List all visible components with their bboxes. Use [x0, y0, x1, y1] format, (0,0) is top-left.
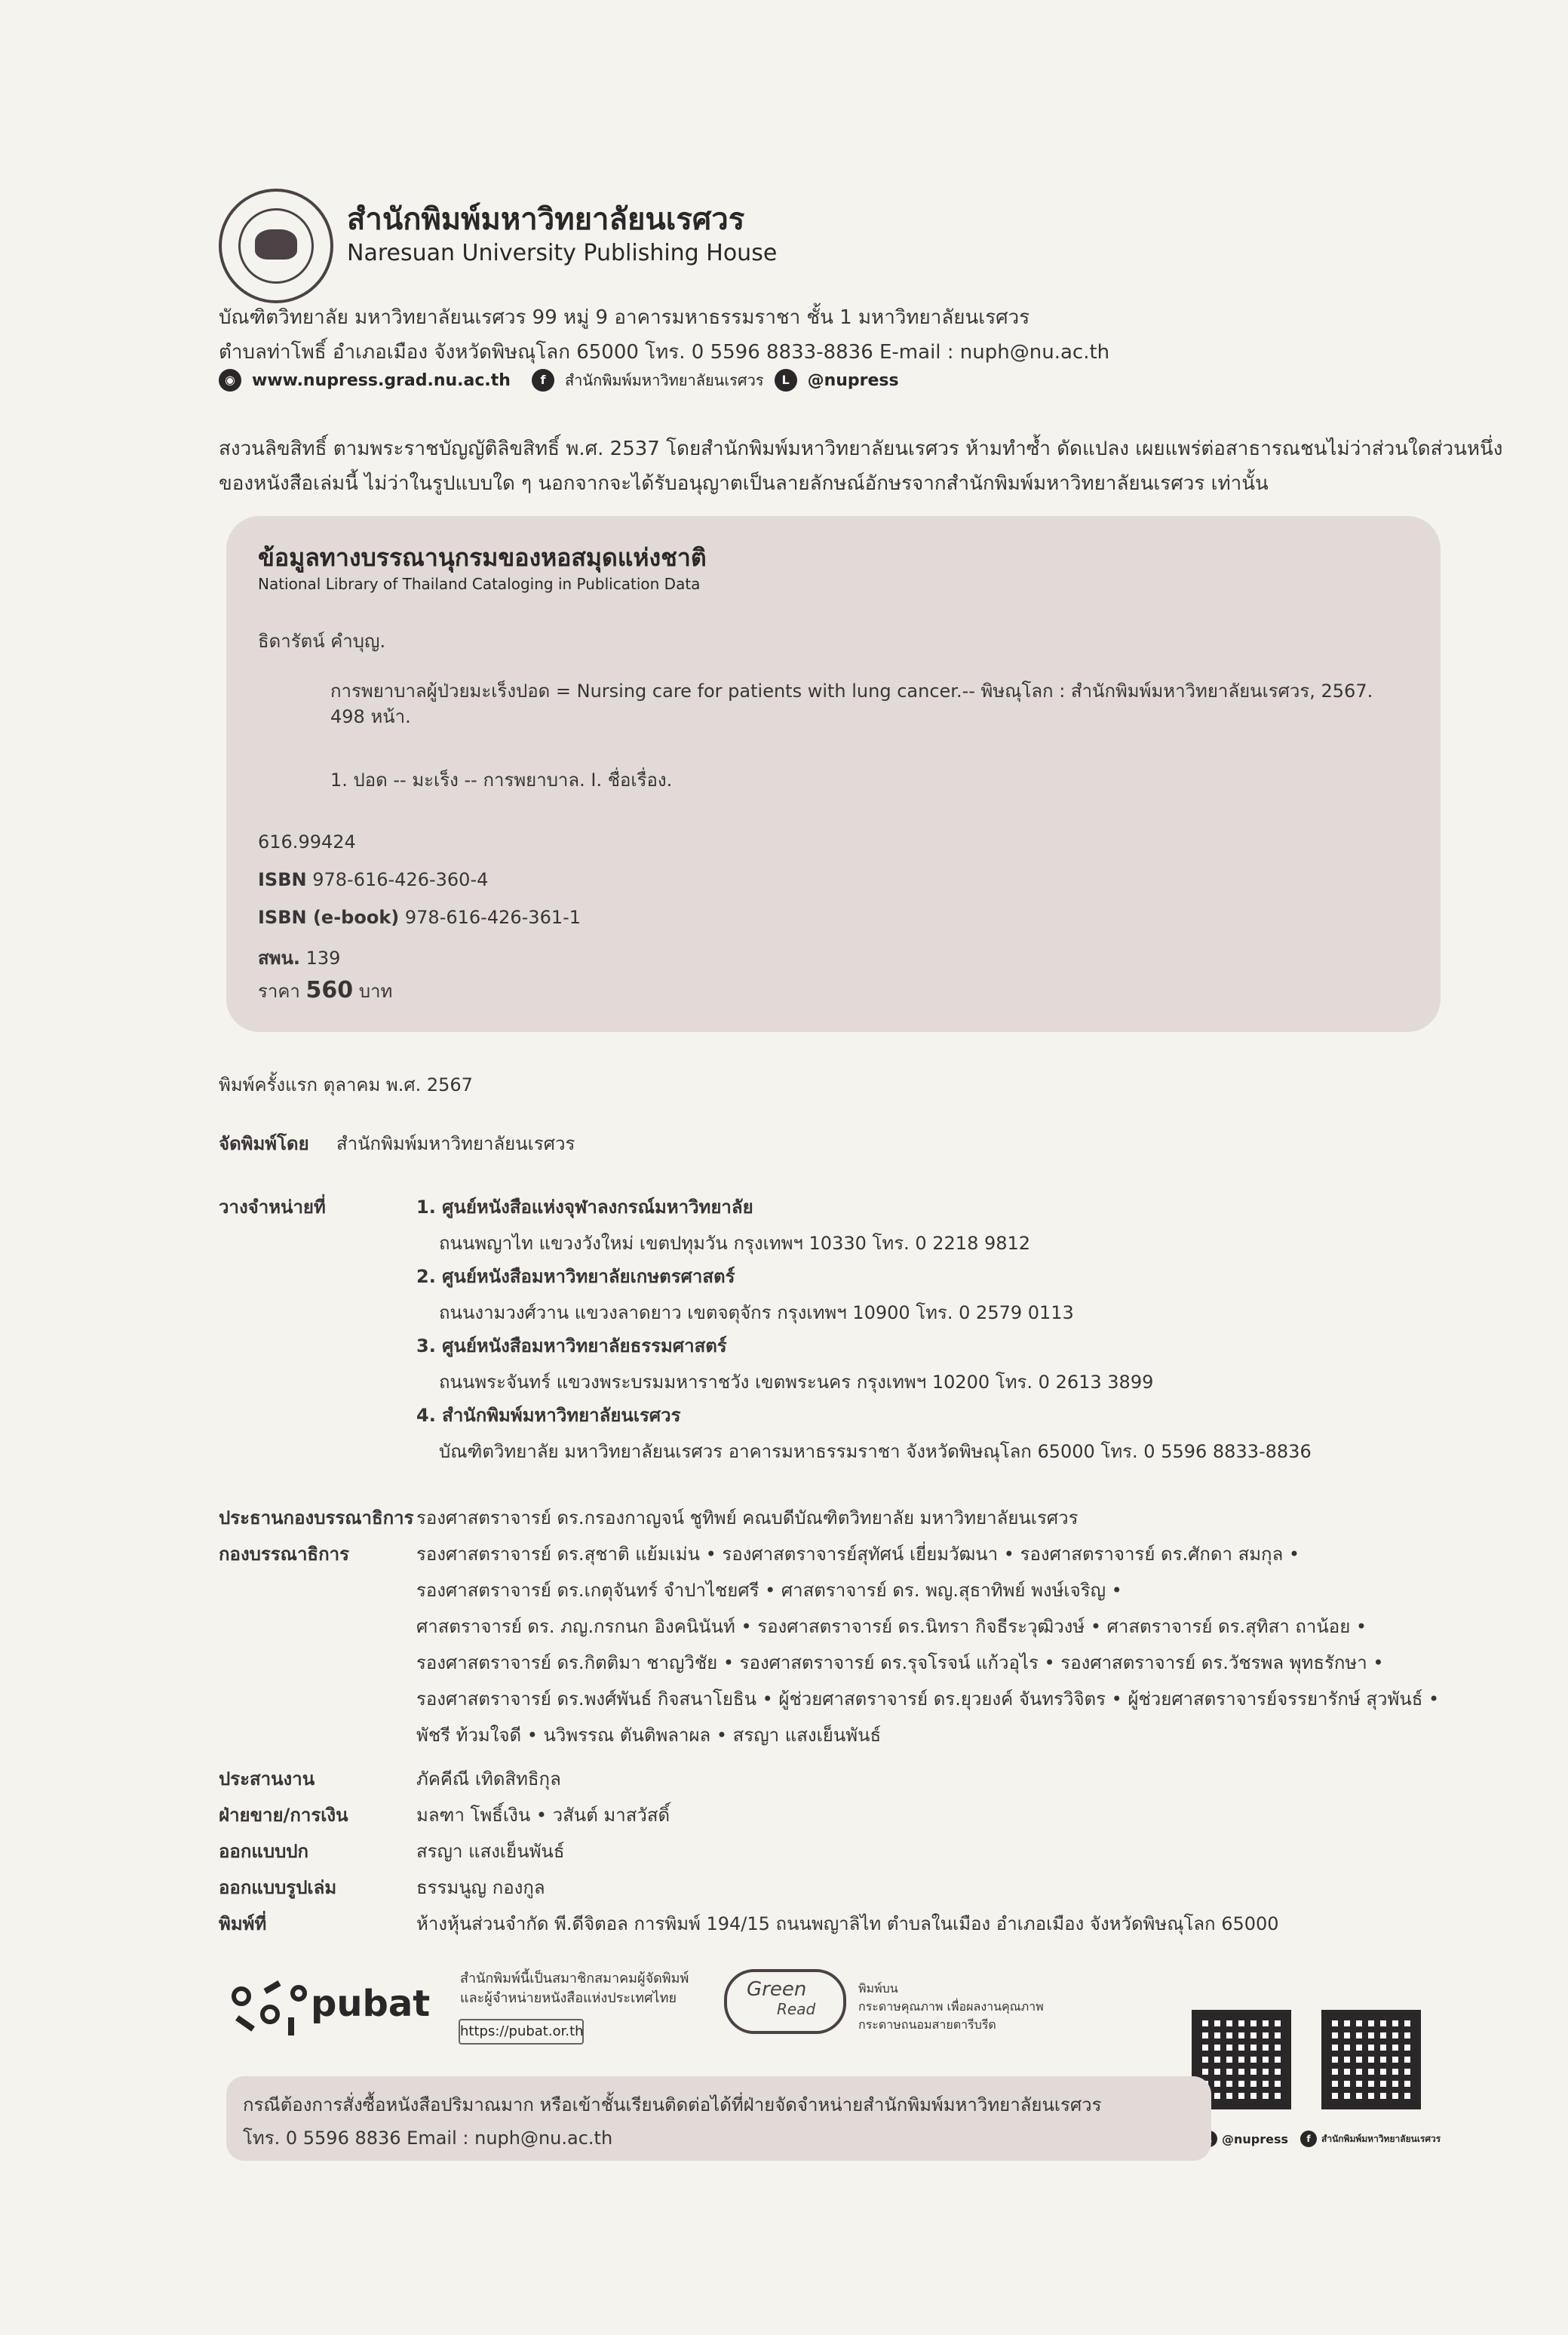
qr-caption-facebook — [1300, 2131, 1441, 2147]
credit-label: ฝ่ายขาย/การเงิน — [219, 1805, 348, 1826]
distributor-name: 1. ศูนย์หนังสือแห่งจุฬาลงกรณ์มหาวิทยาลัย — [416, 1197, 753, 1218]
price-unit: บาท — [358, 981, 393, 1002]
green-read-desc-line: กระดาษคุณภาพ เพื่อผลงานคุณภาพ — [858, 1999, 1044, 2014]
facebook-icon: f — [1300, 2131, 1317, 2147]
cip-class-number: 616.99424 — [258, 831, 356, 853]
copyright-line2: ของหนังสือเล่มนี้ ไม่ว่าในรูปแบบใด ๆ นอกจากจะได้รับอนุญาตเป็นลายลักษณ์อักษรจากสำนักพิมพ์มหาวิทยาลัยนเรศวร เท่านั้น — [219, 472, 1269, 495]
distributor-address: ถนนพระจันทร์ แขวงพระบรมมหาราชวัง เขตพระนคร กรุงเทพฯ 10200 โทร. 0 2613 3899 — [439, 1372, 1154, 1393]
ebook-isbn-value: 978-616-426-361-1 — [404, 907, 581, 928]
spn-label: สพน. — [258, 948, 300, 969]
publisher-address-line2: ตำบลท่าโพธิ์ อำเภอเมือง จังหวัดพิษณุโลก 65000 โทร. 0 5596 8833-8836 E-mail : nuph@nu.ac.th — [219, 341, 1110, 364]
credit-label: ประสานงาน — [219, 1768, 315, 1790]
credit-value: ภัคคีณี เทิดสิทธิกุล — [416, 1768, 561, 1790]
cip-price — [258, 976, 392, 1006]
isbn-value: 978-616-426-360-4 — [312, 869, 489, 890]
printed-by-label: จัดพิมพ์โดย — [219, 1133, 309, 1154]
order-note-line1: กรณีต้องการสั่งซื้อหนังสือปริมาณมาก หรือเข้าชั้นเรียนติดต่อได้ที่ฝ่ายจัดจำหน่ายสำนักพิมพ์มหาวิทยาลัยนเรศวร — [243, 2094, 1102, 2115]
website-link[interactable]: www.nupress.grad.nu.ac.th — [252, 370, 511, 390]
pubat-desc-line: และผู้จำหน่ายหนังสือแห่งประเทศไทย — [460, 1990, 677, 2006]
distributor-address: บัณฑิตวิทยาลัย มหาวิทยาลัยนเรศวร อาคารมหาธรรมราชา จังหวัดพิษณุโลก 65000 โทร. 0 5596 8833-8836 — [439, 1441, 1312, 1462]
pubat-logo-text: pubat — [311, 1983, 431, 2025]
cip-subjects: 1. ปอด -- มะเร็ง -- การพยาบาล. I. ชื่อเรื่อง. — [330, 770, 673, 791]
pubat-desc-line: สำนักพิมพ์นี้เป็นสมาชิกสมาคมผู้จัดพิมพ์ — [460, 1971, 689, 1986]
credit-label: ออกแบบรูปเล่ม — [219, 1877, 337, 1898]
green-read-desc-line: พิมพ์บน — [858, 1981, 898, 1996]
credit-value: ธรรมนูญ กองกูล — [416, 1877, 545, 1898]
price-value: 560 — [305, 977, 354, 1003]
price-prefix: ราคา — [258, 981, 300, 1002]
editorial-board-line: รองศาสตราจารย์ ดร.เกตุจันทร์ จำปาไชยศรี • ศาสตราจารย์ ดร. พญ.สุธาทิพย์ พงษ์เจริญ • — [416, 1580, 1122, 1601]
editorial-board-line: รองศาสตราจารย์ ดร.สุชาติ แย้มเม่น • รองศาสตราจารย์สุทัศน์ เยี่ยมวัฒนา • รองศาสตราจารย์ ดร.ศักดา สมกุล • — [416, 1544, 1300, 1565]
qr-caption-line — [1201, 2131, 1288, 2147]
order-note-line2: โทร. 0 5596 8836 Email : nuph@nu.ac.th — [243, 2128, 613, 2149]
editorial-board-line: รองศาสตราจารย์ ดร.พงศ์พันธ์ กิจสนาโยธิน • ผู้ช่วยศาสตราจารย์ ดร.ยุวยงค์ จันทรวิจิตร • ผู้ช่วยศาสตราจารย์จรรยารักษ์ สุวพันธ์ • — [416, 1688, 1440, 1710]
green-read-logo — [724, 1969, 846, 2034]
editorial-board-label: กองบรรณาธิการ — [219, 1544, 349, 1565]
green-read-logo-line: Green — [747, 1978, 807, 2001]
qr-code-facebook[interactable] — [1321, 2010, 1421, 2109]
distributors-label: วางจำหน่ายที่ — [219, 1197, 326, 1218]
pubat-symbol-icon — [225, 1975, 308, 2043]
copyright-line1: สงวนลิขสิทธิ์ ตามพระราชบัญญัติลิขสิทธิ์ พ.ศ. 2537 โดยสำนักพิมพ์มหาวิทยาลัยนเรศวร ห้ามทำซ้ำ ดัดแปลง เผยแพร่ต่อสาธารณชนไม่ว่าส่วนใดส่วนหนึ่ง — [219, 438, 1503, 460]
cip-title-en: National Library of Thailand Cataloging in Publication Data — [258, 575, 701, 593]
credit-value: มลฑา โพธิ์เงิน • วสันต์ มาสวัสดิ์ — [416, 1805, 670, 1826]
first-print: พิมพ์ครั้งแรก ตุลาคม พ.ศ. 2567 — [219, 1074, 473, 1095]
editorial-board-line: รองศาสตราจารย์ ดร.กิตติมา ชาญวิชัย • รองศาสตราจารย์ ดร.รุจโรจน์ แก้วอุไร • รองศาสตราจารย์ ดร.วัชรพล พุทธรักษา • — [416, 1652, 1384, 1673]
cip-title-statement: การพยาบาลผู้ป่วยมะเร็งปอด = Nursing care for patients with lung cancer.-- พิษณุโลก : สำนักพิมพ์มหาวิทยาลัยนเรศวร, 2567. — [330, 681, 1373, 702]
distributor-name: 3. ศูนย์หนังสือมหาวิทยาลัยธรรมศาสตร์ — [416, 1335, 727, 1356]
pubat-url-link[interactable]: https://pubat.or.th — [459, 2019, 584, 2045]
credit-value: ห้างหุ้นส่วนจำกัด พี.ดีจิตอล การพิมพ์ 194/15 ถนนพญาลิไท ตำบลในเมือง อำเภอเมือง จังหวัดพิษณุโลก 65000 — [416, 1913, 1279, 1934]
publisher-address-line1: บัณฑิตวิทยาลัย มหาวิทยาลัยนเรศวร 99 หมู่ 9 อาคารมหาธรรมราชา ชั้น 1 มหาวิทยาลัยนเรศวร — [219, 306, 1030, 329]
seal-emblem — [255, 229, 297, 260]
facebook-link[interactable]: สำนักพิมพ์มหาวิทยาลัยนเรศวร — [564, 371, 764, 389]
distributor-address: ถนนพญาไท แขวงวังใหม่ เขตปทุมวัน กรุงเทพฯ 10330 โทร. 0 2218 9812 — [439, 1233, 1031, 1254]
editorial-chair-label: ประธานกองบรรณาธิการ — [219, 1507, 414, 1529]
university-seal-logo — [219, 189, 333, 303]
cip-isbn — [258, 869, 488, 890]
green-read-description — [858, 1980, 1044, 2034]
editorial-board-line: ศาสตราจารย์ ดร. ภญ.กรกนก อิงคนินันท์ • รองศาสตราจารย์ ดร.นิทรา กิจธีระวุฒิวงษ์ • ศาสตราจารย์ ดร.สุทิสา ถาน้อย • — [416, 1616, 1367, 1637]
publisher-name-en: Naresuan University Publishing House — [347, 240, 778, 266]
printed-by-value: สำนักพิมพ์มหาวิทยาลัยนเรศวร — [336, 1133, 575, 1154]
spn-value: 139 — [305, 948, 341, 969]
line-icon: L — [775, 369, 797, 392]
editorial-board-line: พัชรี ท้วมใจดี • นวิพรรณ ตันติพลาผล • สรญา แสงเย็นพันธ์ — [416, 1725, 882, 1746]
social-links — [219, 368, 899, 392]
editorial-chair: รองศาสตราจารย์ ดร.กรองกาญจน์ ชูทิพย์ คณบดีบัณฑิตวิทยาลัย มหาวิทยาลัยนเรศวร — [416, 1507, 1079, 1529]
distributor-name: 4. สำนักพิมพ์มหาวิทยาลัยนเรศวร — [416, 1405, 681, 1426]
isbn-label: ISBN — [258, 869, 307, 890]
green-read-logo-line: Read — [777, 2000, 816, 2018]
web-icon: ◉ — [219, 369, 241, 392]
cip-ebook-isbn — [258, 907, 581, 928]
cip-author: ธิดารัตน์ คำบุญ. — [258, 631, 386, 652]
line-link[interactable]: @nupress — [807, 370, 899, 390]
pubat-description — [460, 1969, 689, 2008]
green-read-desc-line: กระดาษถนอมสายตารีบรีด — [858, 2017, 996, 2032]
facebook-icon: f — [532, 369, 554, 392]
qr-line-caption: @nupress — [1222, 2131, 1289, 2146]
distributor-address: ถนนงามวงศ์วาน แขวงลาดยาว เขตจตุจักร กรุงเทพฯ 10900 โทร. 0 2579 0113 — [439, 1302, 1074, 1323]
credit-label: ออกแบบปก — [219, 1841, 309, 1862]
qr-facebook-caption: สำนักพิมพ์มหาวิทยาลัยนเรศวร — [1321, 2133, 1441, 2144]
credit-value: สรญา แสงเย็นพันธ์ — [416, 1841, 565, 1862]
publisher-name-th: สำนักพิมพ์มหาวิทยาลัยนเรศวร — [347, 202, 745, 237]
cip-title-th: ข้อมูลทางบรรณานุกรมของหอสมุดแห่งชาติ — [258, 543, 707, 572]
cip-pages: 498 หน้า. — [330, 706, 411, 727]
ebook-isbn-label: ISBN (e-book) — [258, 907, 400, 928]
cip-spn — [258, 943, 340, 972]
credit-label: พิมพ์ที่ — [219, 1913, 267, 1934]
distributor-name: 2. ศูนย์หนังสือมหาวิทยาลัยเกษตรศาสตร์ — [416, 1266, 735, 1287]
